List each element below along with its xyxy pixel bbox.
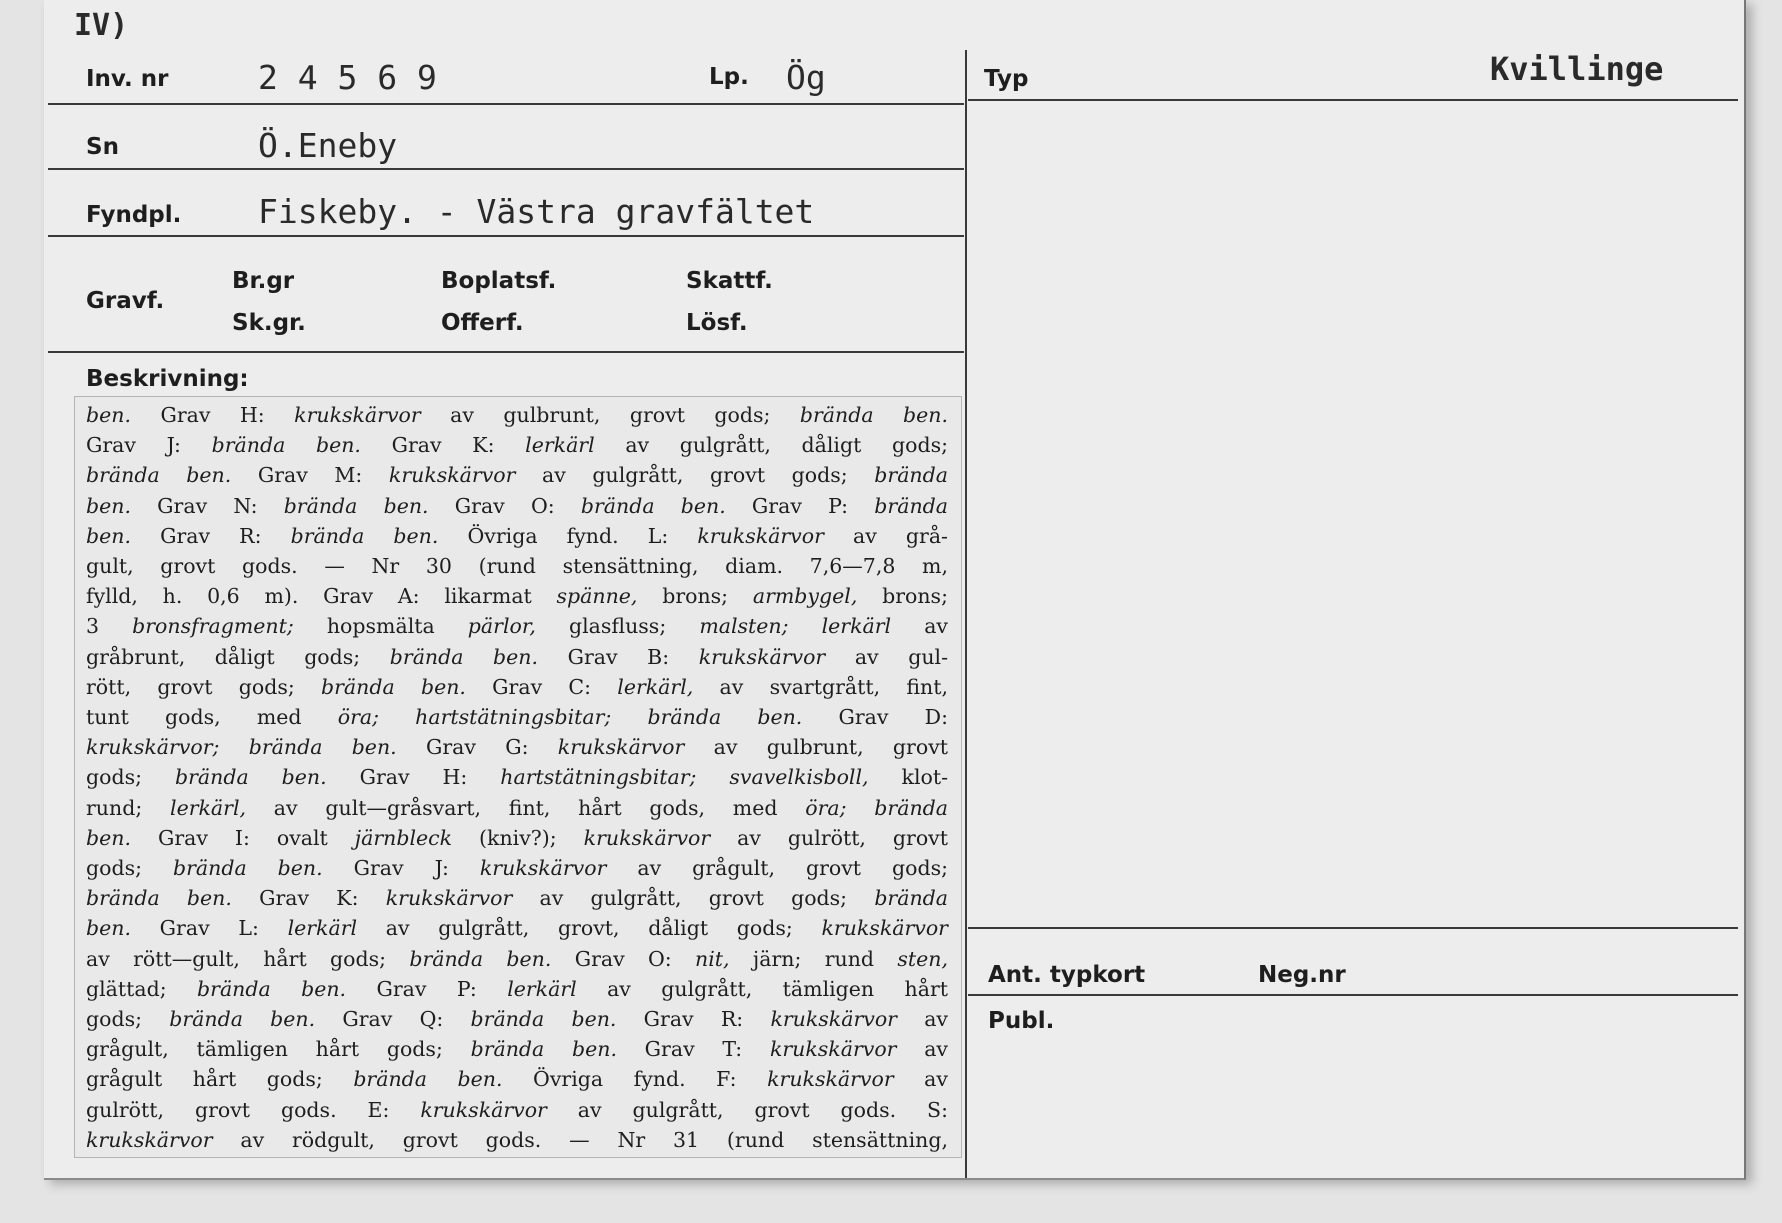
description-text-run: av gulgrått, grovt gods; [515, 463, 875, 488]
description-italic-run: krukskärvor [388, 463, 516, 488]
description-italic-run: krukskärvor [697, 523, 824, 548]
description-line [86, 642, 948, 672]
description-italic-run: armbygel, [752, 584, 858, 609]
description-italic-run: krukskärvor; brända ben. [86, 735, 397, 760]
description-italic-run: brända ben. [86, 463, 232, 488]
description-text-run: brons; [637, 584, 753, 609]
description-line [86, 732, 948, 762]
skattf-label: Skattf. [686, 268, 773, 294]
description-text-run: Grav R: [616, 1007, 771, 1031]
description-text-run: Övriga fynd. F: [502, 1067, 768, 1092]
lp-label: Lp. [709, 64, 749, 90]
description-line [86, 913, 948, 943]
description-text-run: av gulbrunt, grovt [684, 735, 949, 760]
lp-value: Ög [786, 58, 826, 97]
description-text-run: glättad; [86, 976, 198, 1001]
description-text-run: Övriga fynd. L: [438, 523, 698, 548]
sn-label: Sn [86, 134, 119, 160]
description-text-run: gulrött, grovt gods. E: [86, 1097, 421, 1122]
brgr-label: Br.gr [232, 268, 295, 294]
boplatsf-label: Boplatsf. [441, 268, 557, 294]
catalog-card [44, 0, 1746, 1180]
description-text-run: Grav N: [130, 493, 284, 518]
description-italic-run: spänne, [556, 584, 638, 609]
description-line [86, 944, 948, 974]
description-text-run: Grav H: [130, 403, 295, 427]
description-line [86, 1095, 948, 1125]
column-divider [965, 50, 967, 1178]
description-italic-run: ben. [86, 916, 131, 941]
publ-label: Publ. [988, 1008, 1055, 1034]
description-text-run: Grav T: [616, 1037, 770, 1062]
description-line [86, 1125, 948, 1155]
description-italic-run: lerkärl [287, 916, 358, 941]
description-text-run: brons; [857, 584, 948, 609]
description-text-run: av gulgrått, grovt gods; [512, 886, 875, 911]
description-italic-run: lerkärl, [170, 795, 247, 820]
description-text-run: av gulgrått, dåligt gods; [594, 433, 948, 458]
description-text-run: Grav L: [130, 916, 288, 941]
description-line [86, 460, 948, 490]
fyndpl-value: Fiskeby. - Västra gravfältet [258, 192, 815, 231]
description-italic-run: sten, [897, 946, 948, 971]
description-text-run: Grav R: [130, 523, 291, 548]
description-text-run: rött, grovt gods; [86, 674, 321, 699]
description-text-run: Grav H: [326, 765, 501, 790]
divider-row4 [48, 351, 964, 353]
description-italic-run: krukskärvor [294, 403, 421, 427]
description-line [86, 1004, 948, 1034]
description-italic-run: öra; brända [805, 795, 948, 820]
description-italic-run: brända ben. [580, 493, 726, 518]
description-text-run: av gult—gråsvart, fint, hårt gods, med [246, 795, 806, 820]
description-text-run: järn; rund [729, 946, 898, 971]
description-text-run: Grav J: [86, 433, 212, 458]
description-text-run: klot- [868, 765, 949, 790]
description-text-run: gods; [86, 765, 175, 790]
description-line [86, 430, 948, 460]
description-italic-run: bronsfragment; [132, 614, 294, 639]
description-text-run: gods; [86, 856, 173, 880]
description-italic-run: järnbleck [354, 825, 453, 850]
description-text-run: glasfluss; [535, 614, 700, 639]
losf-label: Lösf. [686, 310, 748, 336]
description-text-run: 3 [86, 614, 133, 639]
description-text-run: Grav P: [346, 976, 508, 1001]
description-text-run: gods; [86, 1007, 170, 1031]
description-text-run: av rött—gult, hårt gods; [86, 946, 410, 971]
description-text-run: av svartgrått, fint, [693, 674, 948, 699]
description-italic-run: brända ben. [353, 1067, 503, 1092]
description-italic-run: ben. [86, 493, 131, 518]
gravf-label: Gravf. [86, 288, 165, 314]
description-text-run: grågult hårt gods; [86, 1067, 354, 1092]
description-italic-run: brända [874, 493, 948, 518]
description-italic-run: lerkärl [507, 976, 577, 1001]
description-italic-run: brända ben. [173, 856, 323, 880]
description-text-run: av gulgrått, tämligen hårt [576, 976, 948, 1001]
typ-label: Typ [984, 66, 1029, 92]
description-line [86, 793, 948, 823]
description-line [86, 611, 948, 641]
description-italic-run: brända ben. [470, 1037, 617, 1062]
sn-value: Ö.Eneby [258, 126, 398, 165]
description-line [86, 521, 948, 551]
description-text-run: Grav B: [538, 644, 699, 669]
description-text-run: av grå- [823, 523, 948, 548]
description-line [86, 551, 948, 581]
description-italic-run: krukskärvor [583, 825, 711, 850]
divider-row1-left [48, 103, 964, 105]
description-italic-run: brända ben. [290, 523, 439, 548]
description-text-run: Grav C: [465, 674, 618, 699]
description-italic-run: pärlor, [467, 614, 536, 639]
description-text-run: (kniv?); [452, 825, 584, 850]
inv-nr-label: Inv. nr [86, 66, 169, 92]
description-text-run: Grav Q: [315, 1007, 471, 1031]
description-line [86, 974, 948, 1004]
description-text-run: tunt gods, med [86, 705, 338, 729]
description-text-run: Grav G: [396, 735, 558, 760]
description-text-run: hopsmälta [293, 614, 468, 639]
description-italic-run: brända ben. [174, 765, 327, 790]
description-text-run: av gul- [825, 644, 949, 669]
description-text-run: Grav I: ovalt [130, 825, 355, 850]
description-italic-run: krukskärvor [821, 916, 948, 941]
description-text-run: av gulbrunt, grovt gods; [420, 403, 800, 427]
description-line [86, 400, 948, 430]
description-text-run: av [896, 1007, 949, 1031]
description-italic-run: brända ben. [799, 403, 949, 427]
description-text-run: av [893, 1067, 948, 1092]
description-italic-run: ben. [86, 523, 131, 548]
description-italic-run: krukskärvor [767, 1067, 894, 1092]
description-text-run: Grav J: [322, 856, 480, 880]
description-text-run: av rödgult, grovt gods. — Nr 31 (rund stensättning, [212, 1127, 948, 1152]
description-italic-run: krukskärvor [770, 1007, 897, 1031]
description-italic-run: brända ben. [321, 674, 466, 699]
description-text-run: av gulrött, grovt [710, 825, 948, 850]
beskrivning-label: Beskrivning: [86, 366, 249, 392]
description-line [86, 672, 948, 702]
description-italic-run: krukskärvor [769, 1037, 897, 1062]
description-italic-run: brända ben. [283, 493, 429, 518]
description-italic-run: krukskärvor [479, 856, 607, 880]
description-italic-run: brända [874, 463, 948, 488]
description-italic-run: lerkärl, [617, 674, 694, 699]
ant-typkort-label: Ant. typkort [988, 962, 1146, 988]
typ-value: Kvillinge [1490, 50, 1664, 88]
description-line [86, 762, 948, 792]
divider-right-lower-1 [968, 927, 1738, 929]
description-italic-run: brända ben. [86, 886, 232, 911]
divider-row2 [48, 168, 964, 170]
description-text-run: gråbrunt, dåligt gods; [86, 644, 390, 669]
description-italic-run: ben. [86, 825, 131, 850]
description-italic-run: malsten; lerkärl [699, 614, 892, 639]
divider-right-lower-2 [968, 994, 1738, 996]
description-text-run: Grav P: [725, 493, 875, 518]
description-pasted-text [74, 396, 962, 1158]
inv-nr-value: 2 4 5 6 9 [258, 58, 437, 97]
series-mark: IV) [74, 8, 129, 43]
description-text-run: Grav K: [231, 886, 386, 911]
description-text-run: Grav O: [428, 493, 581, 518]
divider-row1-right [968, 99, 1738, 101]
offerf-label: Offerf. [441, 310, 524, 336]
description-italic-run: brända ben. [389, 644, 539, 669]
description-text-run: grågult, tämligen hårt gods; [86, 1037, 471, 1062]
description-italic-run: nit, [695, 946, 730, 971]
description-line [86, 883, 948, 913]
fyndpl-label: Fyndpl. [86, 202, 182, 228]
description-text-run: Grav O: [551, 946, 696, 971]
description-text-run: av [891, 614, 948, 639]
description-italic-run: hartstätningsbitar; svavelkisboll, [500, 765, 869, 790]
description-text-run: av gulgrått, grovt gods. S: [546, 1097, 949, 1122]
description-text-run: fylld, h. 0,6 m). Grav A: likarmat [86, 584, 557, 609]
description-text-run: av gulgrått, grovt, dåligt gods; [357, 916, 822, 941]
divider-row3 [48, 235, 964, 237]
description-italic-run: brända ben. [470, 1007, 617, 1031]
description-line [86, 1064, 948, 1094]
description-italic-run: brända ben. [197, 976, 347, 1001]
description-italic-run: krukskärvor [420, 1097, 547, 1122]
description-line [86, 491, 948, 521]
description-text-run: rund; [86, 795, 171, 820]
skgr-label: Sk.gr. [232, 310, 306, 336]
description-text-run: Grav M: [231, 463, 389, 488]
negnr-label: Neg.nr [1258, 962, 1346, 988]
description-italic-run: krukskärvor [86, 1127, 213, 1152]
description-italic-run: ben. [86, 403, 131, 427]
description-line [86, 823, 948, 853]
description-italic-run: krukskärvor [385, 886, 513, 911]
description-italic-run: krukskärvor [557, 735, 685, 760]
description-italic-run: öra; hartstätningsbitar; brända ben. [337, 705, 803, 729]
description-line [86, 853, 948, 883]
description-line [86, 702, 948, 732]
description-italic-run: brända ben. [211, 433, 361, 458]
description-text-run: Grav K: [360, 433, 526, 458]
description-line [86, 1034, 948, 1064]
description-text-run: av [896, 1037, 948, 1062]
description-line [86, 581, 948, 611]
description-italic-run: brända ben. [169, 1007, 316, 1031]
description-italic-run: lerkärl [525, 433, 595, 458]
description-text-run: gult, grovt gods. — Nr 30 (rund stensättning, diam. 7,6—7,8 m, [86, 554, 948, 578]
description-italic-run: krukskärvor [698, 644, 826, 669]
description-text-run: av grågult, grovt gods; [606, 856, 949, 880]
description-text-run: Grav D: [802, 705, 948, 729]
description-italic-run: brända ben. [409, 946, 552, 971]
description-italic-run: brända [874, 886, 949, 911]
